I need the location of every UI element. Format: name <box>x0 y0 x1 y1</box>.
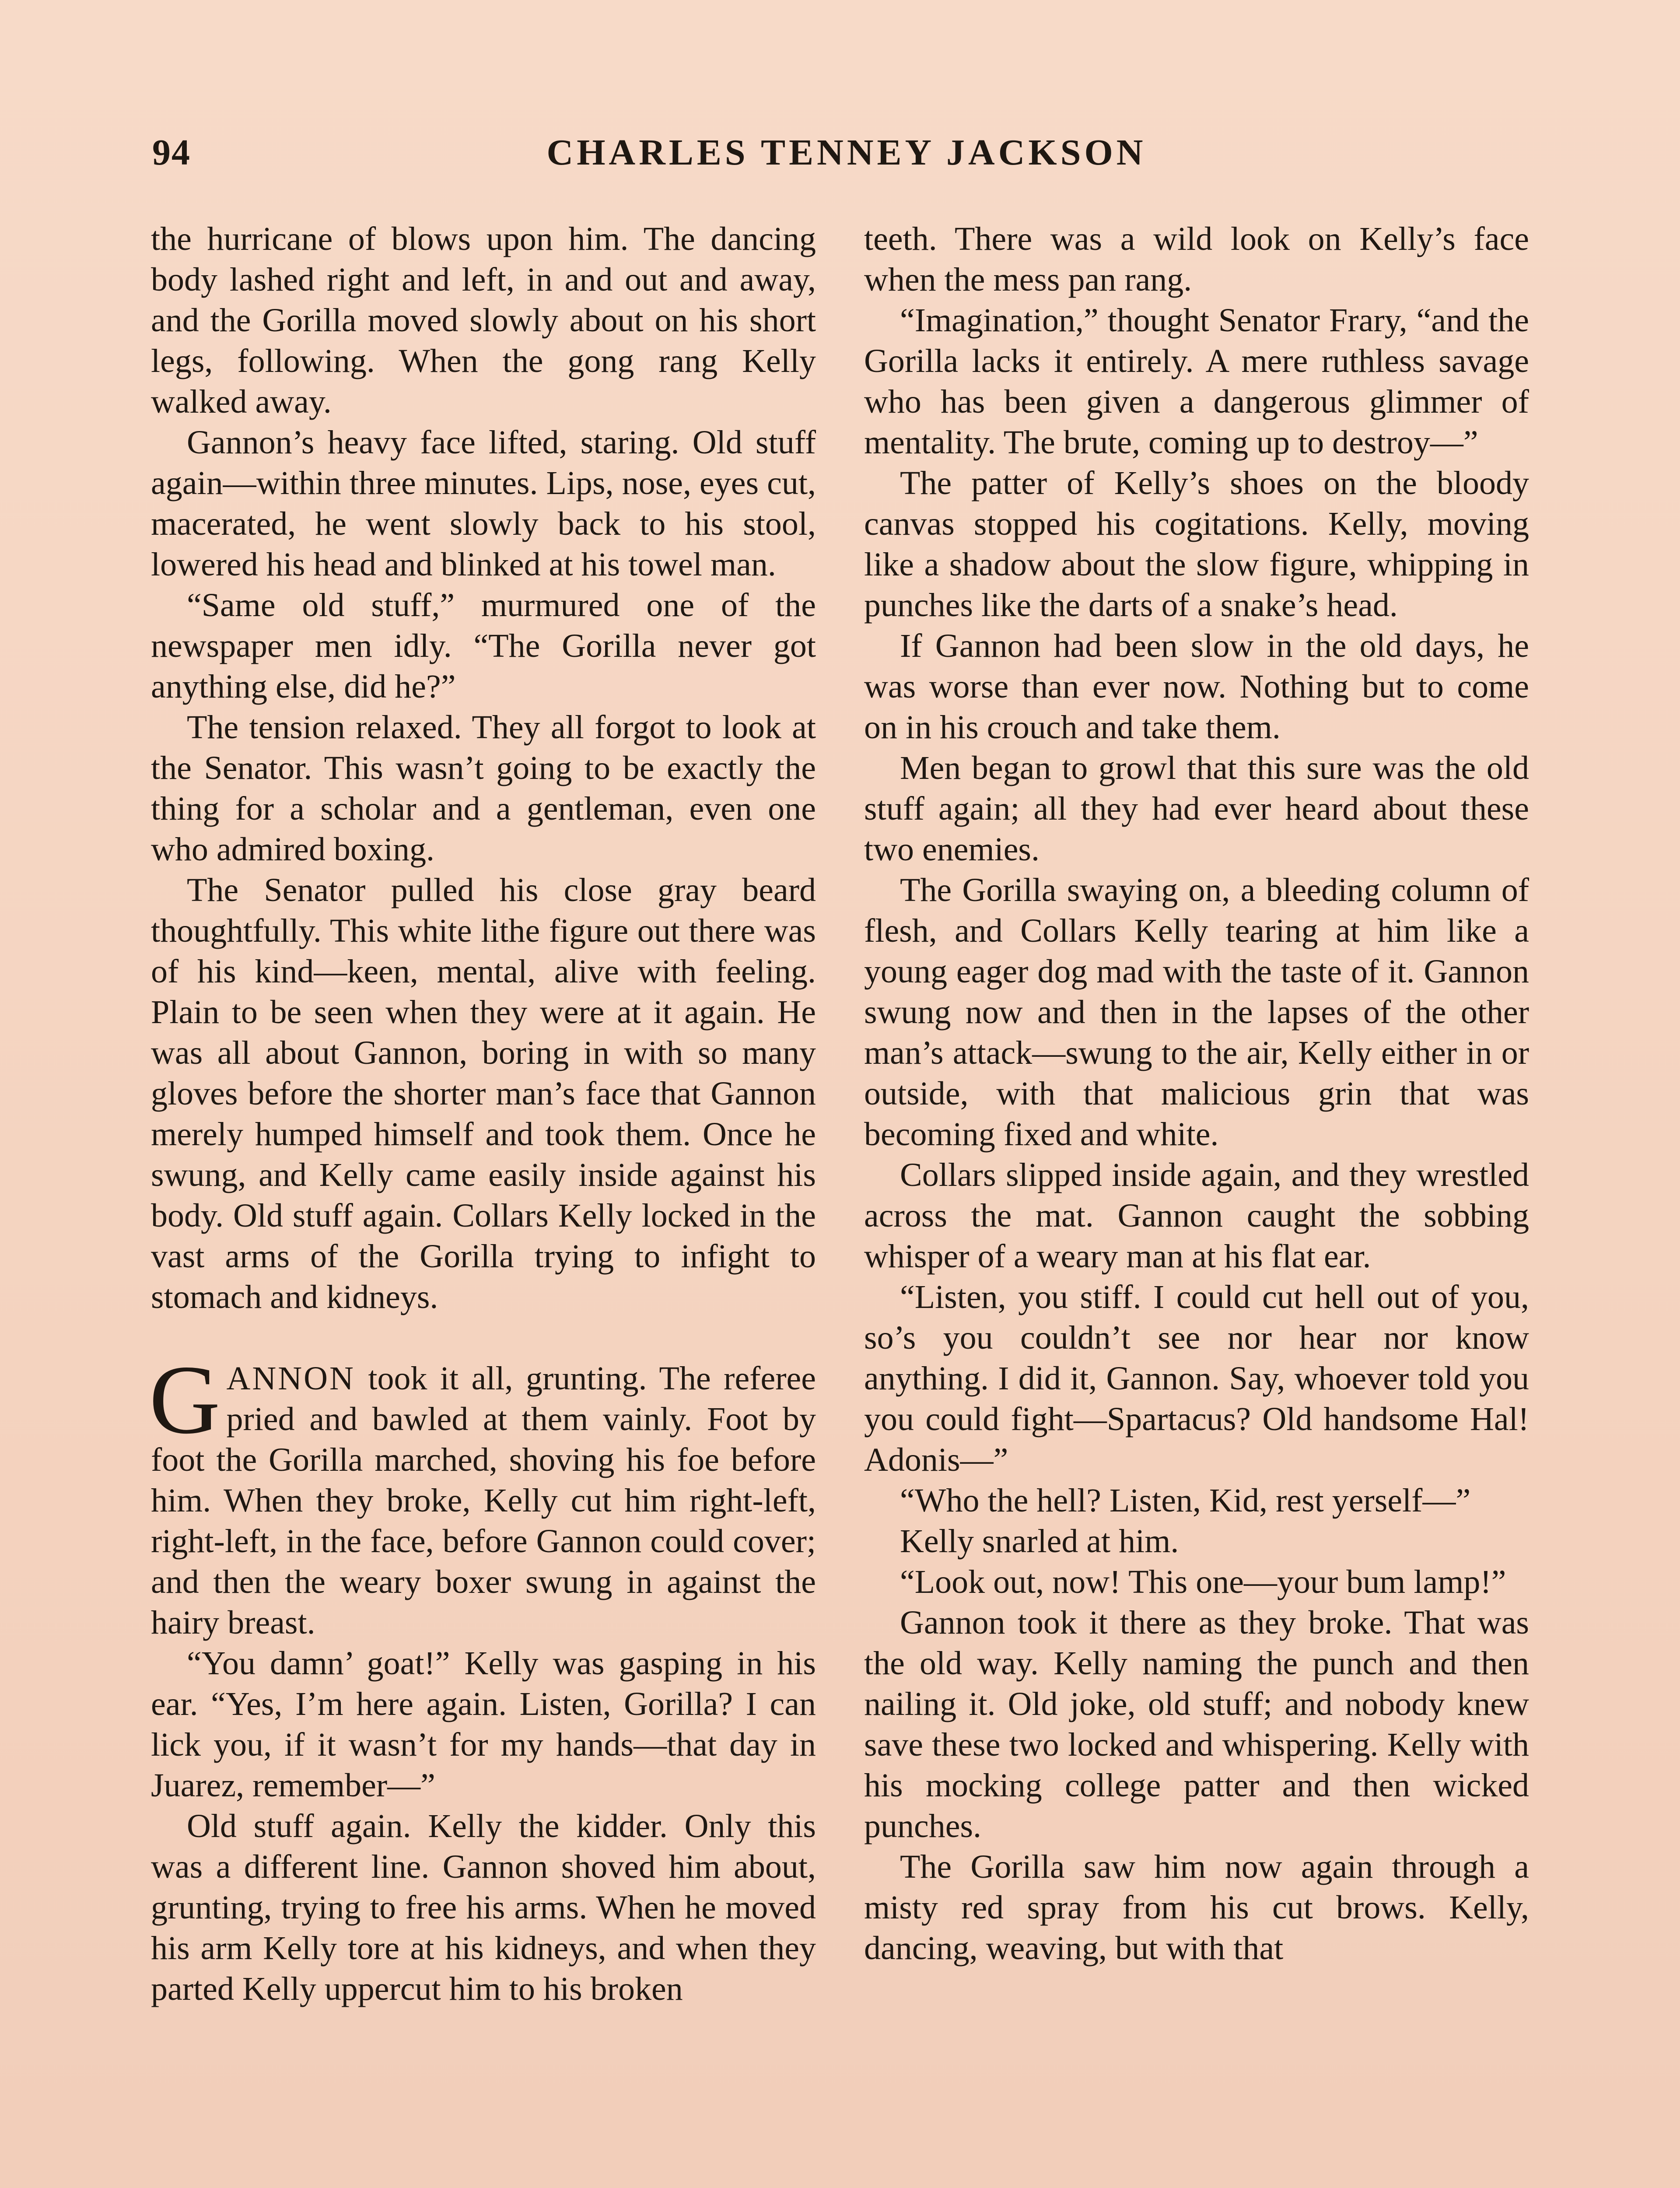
paragraph: If Gannon had been slow in the old days, he was worse than ever now. Nothing but to come on in his crouch and take them. <box>864 628 1529 746</box>
paragraph: Old stuff again. Kelly the kidder. Only this was a different line. Gannon shoved him about, grunting, trying to free his arms. When he moved his arm Kelly tore at his kidneys, and when they parted Kelly uppercut him to his broken <box>151 1808 816 2007</box>
paragraph: “Imagination,” thought Senator Frary, “and the Gorilla lacks it entirely. A mere ruthless savage who has been given a dangerous glimmer of mentality. The brute, coming up to destroy—” <box>864 302 1529 461</box>
paragraph: The Senator pulled his close gray beard thoughtfully. This white lithe figure out there was of his kind—keen, mental, alive with feeling. Plain to be seen when they were at it again. He was all about Gannon, boring in with so many gloves before the shorter man’s face that Gannon merely humped himself and took them. Once he swung, and Kelly came easily inside against his body. Old stuff again. Collars Kelly locked in the vast arms of the Gorilla trying to infight to stomach and kidneys. <box>151 872 816 1315</box>
paragraph: The tension relaxed. They all forgot to look at the Senator. This wasn’t going to be exactly the thing for a scholar and a gentleman, even one who admired boxing. <box>151 709 816 868</box>
left-text-column <box>151 219 816 2009</box>
paragraph: The Gorilla swaying on, a bleeding column of flesh, and Collars Kelly tearing at him like a young eager dog mad with the taste of it. Gannon swung now and then in the lapses of the other man’s attack—swung to the air, Kelly either in or outside, with that malicious grin that was becoming fixed and white. <box>864 872 1529 1153</box>
paragraph: Gannon’s heavy face lifted, staring. Old stuff again—within three minutes. Lips, nose, eyes cut, macerated, he went slowly back to his stool, lowered his head and blinked at his towel man. <box>151 424 816 583</box>
paragraph: The Gorilla saw him now again through a misty red spray from his cut brows. Kelly, dancing, weaving, but with that <box>864 1848 1529 1967</box>
drop-cap: G <box>149 1345 220 1454</box>
lead-word: ANNON <box>226 1360 355 1397</box>
right-text-column <box>864 219 1529 1969</box>
page-header <box>152 131 1541 179</box>
paragraph: Gannon took it there as they broke. That was the old way. Kelly naming the punch and then nailing it. Old joke, old stuff; and nobody knew save these two locked and whispering. Kelly with his mocking college patter and then wicked punches. <box>864 1604 1529 1844</box>
paragraph: The patter of Kelly’s shoes on the bloody canvas stopped his cogitations. Kelly, moving like a shadow about the slow figure, whipping in punches like the darts of a snake’s head. <box>864 465 1529 624</box>
paragraph: “Who the hell? Listen, Kid, rest yerself—” <box>900 1482 1471 1519</box>
page-number: 94 <box>152 132 191 173</box>
section-first-paragraph <box>149 1345 816 1643</box>
paragraph: “Same old stuff,” murmured one of the newspaper men idly. “The Gorilla never got anything else, did he?” <box>151 587 816 705</box>
running-head: CHARLES TENNEY JACKSON <box>546 132 1147 173</box>
paragraph: Men began to growl that this sure was the old stuff again; all they had ever heard about these two enemies. <box>864 750 1529 868</box>
paragraph: Collars slipped inside again, and they wrestled across the mat. Gannon caught the sobbing whisper of a weary man at his flat ear. <box>864 1157 1529 1275</box>
paragraph: Kelly snarled at him. <box>900 1523 1179 1560</box>
paragraph: “Look out, now! This one—your bum lamp!” <box>900 1564 1506 1600</box>
paragraph: teeth. There was a wild look on Kelly’s face when the mess pan rang. <box>864 221 1529 298</box>
paragraph: “Listen, you stiff. I could cut hell out of you, so’s you couldn’t see nor hear nor know anything. I did it, Gannon. Say, whoever told you you could fight—Spartacus? Old handsome Hal! Adonis—” <box>864 1279 1529 1478</box>
paragraph: the hurricane of blows upon him. The dancing body lashed right and left, in and out and away, and the Gorilla moved slowly about on his short legs, following. When the gong rang Kelly walked away. <box>151 221 816 420</box>
paragraph: “You damn’ goat!” Kelly was gasping in his ear. “Yes, I’m here again. Listen, Gorilla? I can lick you, if it wasn’t for my hands—that day in Juarez, remember—” <box>151 1645 816 1804</box>
paragraph-rest: took it all, grunting. The referee pried and bawled at them vainly. Foot by foot the Gorilla marched, shoving his foe before him. When they broke, Kelly cut him right-left, right-left, in the face, before Gannon could cover; and then the weary boxer swung in against the hairy breast. <box>151 1360 816 1641</box>
